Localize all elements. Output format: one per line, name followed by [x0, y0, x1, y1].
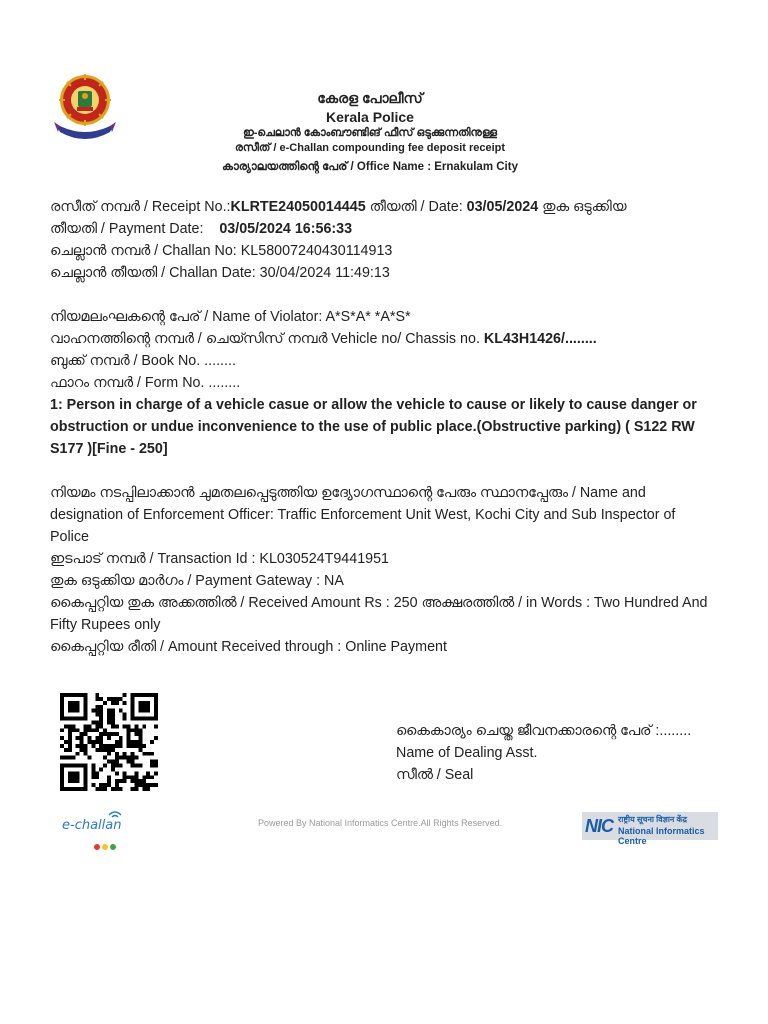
- nic-logo-hindi: राष्ट्रीय सूचना विज्ञान केंद्र: [618, 815, 687, 824]
- nic-logo-icon: [582, 812, 718, 846]
- receipt-no-label: രസീത് നമ്പർ / Receipt No.:: [50, 199, 231, 215]
- payment-date-value: 03/05/2024 16:56:33: [219, 221, 353, 237]
- book-no: ബുക്ക് നമ്പർ / Book No. ........: [50, 353, 236, 369]
- yellow-dot: [102, 844, 108, 850]
- dealing-asst-en: Name of Dealing Asst.: [396, 745, 538, 761]
- dealing-assistant-block: [396, 720, 756, 786]
- spacer: [50, 284, 710, 306]
- red-dot: [94, 844, 100, 850]
- payment-date-line: [50, 218, 710, 240]
- challan-date: ചെല്ലാൻ തീയതി / Challan Date: 30/04/2024 11:49:13: [50, 265, 390, 281]
- nic-logo-mark: NIC: [585, 816, 613, 836]
- date-value: 03/05/2024: [466, 199, 539, 215]
- received-amount: കൈപ്പറ്റിയ തുക അക്കത്തിൽ / Received Amount Rs : 250 അക്ഷരത്തിൽ / in Words : Two Hundred And Fifty Rupees only: [50, 595, 708, 633]
- challan-no: ചെല്ലാൻ നമ്പർ / Challan No: KL58007240430114913: [50, 243, 393, 259]
- receipt-header: [160, 88, 580, 176]
- receipt-details: [50, 196, 710, 658]
- title-malayalam: കേരള പോലീസ്: [317, 90, 423, 106]
- offence-description: 1: Person in charge of a vehicle casue or allow the vehicle to cause or likely to cause danger or obstruction or undue inconvenience to the use of public place.(Obstructive parking) ( S122 RW S177 )[Fine - 250]: [50, 397, 697, 457]
- subtitle-receipt: രസീത് / e-Challan compounding fee deposit receipt: [234, 142, 506, 154]
- payment-gateway: തുക ഒടുക്കിയ മാർഗം / Payment Gateway : NA: [50, 573, 344, 589]
- kerala-police-emblem-icon: [52, 70, 118, 142]
- spacer: [50, 460, 710, 482]
- echallan-logo-text: e-challan: [62, 818, 122, 833]
- payment-date-label-b: തീയതി / Payment Date:: [50, 221, 220, 237]
- seal-label: സീൽ / Seal: [396, 767, 474, 783]
- green-dot: [110, 844, 116, 850]
- receipt-no-value: KLRTE24050014445: [230, 199, 366, 215]
- traffic-light-dots: [94, 837, 118, 855]
- qr-code-icon: [60, 693, 158, 791]
- vehicle-label: വാഹനത്തിന്റെ നമ്പർ / ചെയ്സിസ് നമ്പർ Vehicle no/ Chassis no.: [50, 331, 484, 347]
- receipt-line: [50, 196, 710, 218]
- payment-date-label-a: തുക ഒടുക്കിയ: [538, 199, 627, 215]
- subtitle-malayalam: ഇ-ചെലാൻ കോംബൗണ്ടിങ് ഫീസ് ഒടുക്കുന്നതിനുള്ള: [242, 127, 498, 139]
- powered-by-text: Powered By National Informatics Centre.All Rights Reserved.: [258, 818, 503, 828]
- transaction-id: ഇടപാട് നമ്പർ / Transaction Id : KL030524T9441951: [50, 551, 390, 567]
- enforcement-officer: നിയമം നടപ്പിലാക്കാൻ ചുമതലപ്പെടുത്തിയ ഉദ്യോഗസ്ഥാന്റെ പേരും സ്ഥാനപ്പേരും / Name and designation of Enforcement Officer: Traffic Enforcement Unit West, Kochi City and Sub Inspector of Police: [50, 485, 676, 545]
- nic-logo-english: National Informatics Centre: [618, 826, 705, 846]
- vehicle-no-value: KL43H1426/........: [483, 331, 597, 347]
- echallan-logo-icon: [60, 810, 126, 846]
- title-english: Kerala Police: [326, 109, 414, 125]
- violator-name: നിയമലംഘകന്റെ പേര് / Name of Violator: A*S*A* *A*S*: [50, 309, 411, 325]
- date-label: തീയതി / Date:: [365, 199, 467, 215]
- vehicle-line: [50, 328, 710, 350]
- office-name: കാര്യാലയത്തിന്റെ പേര് / Office Name : Ernakulam City: [222, 161, 518, 173]
- form-no: ഫാറം നമ്പർ / Form No. ........: [50, 375, 241, 391]
- received-through: കൈപ്പറ്റിയ രീതി / Amount Received through : Online Payment: [50, 639, 447, 655]
- dealing-asst-ml: കൈകാര്യം ചെയ്ത ജീവനക്കാരന്റെ പേര് :........: [396, 723, 692, 739]
